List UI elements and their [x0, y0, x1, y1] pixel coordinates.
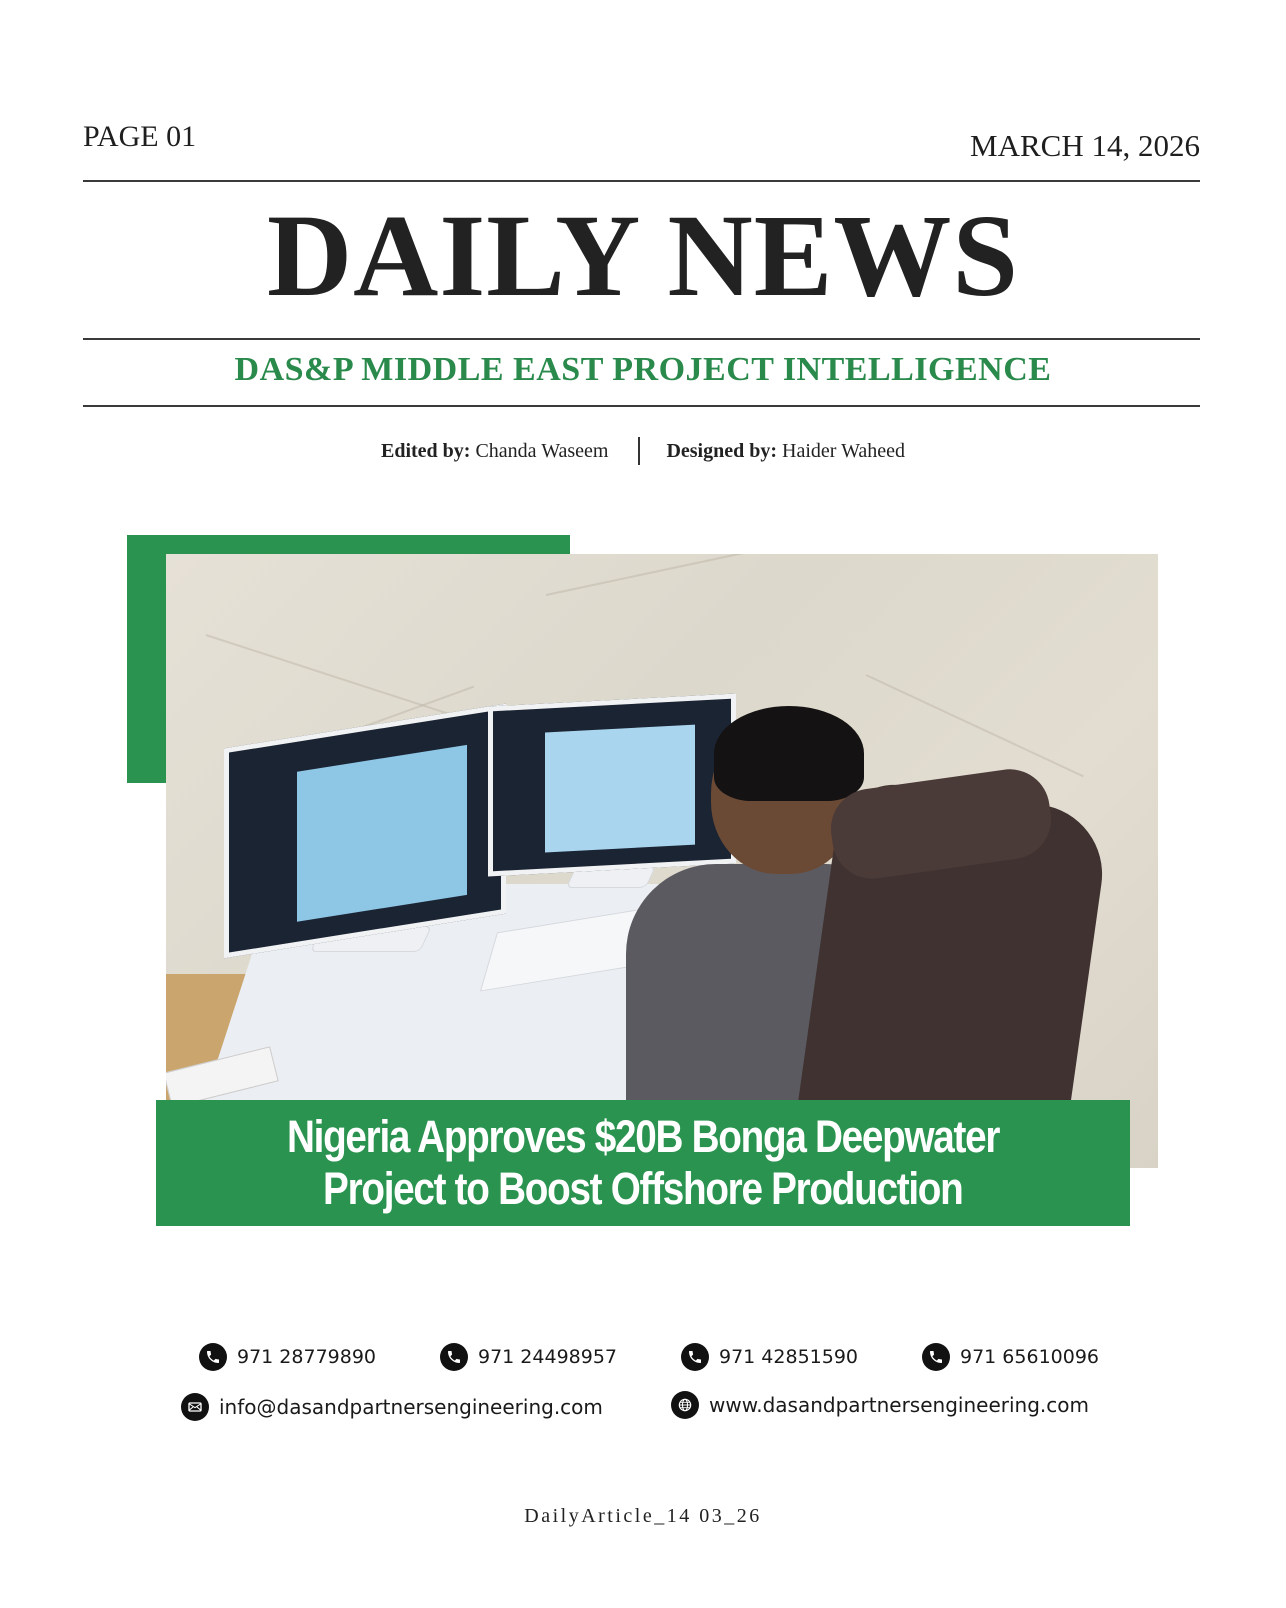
divider-subhead-bottom [83, 405, 1200, 407]
page-number: PAGE 01 [83, 120, 197, 153]
contact-email-link[interactable] [181, 1393, 603, 1421]
contact-phone-4[interactable] [922, 1343, 1099, 1371]
headline-line-1: Nigeria Approves $20B Bonga Deepwater [286, 1111, 1000, 1162]
person-hair [714, 706, 864, 801]
phone-icon [440, 1343, 468, 1371]
masthead-title: DAILY NEWS [266, 190, 1020, 321]
article-code: DailyArticle_14 03_26 [524, 1505, 762, 1527]
phone-icon [681, 1343, 709, 1371]
monitor-right [488, 694, 736, 877]
issue-date: MARCH 14, 2026 [970, 128, 1200, 163]
publication-subheading: DAS&P MIDDLE EAST PROJECT INTELLIGENCE [234, 351, 1052, 388]
phone-icon [199, 1343, 227, 1371]
hero-photo [166, 554, 1158, 1168]
globe-icon [671, 1391, 699, 1419]
editor-name: Chanda Waseem [475, 439, 609, 462]
credits-line [0, 437, 1286, 465]
phone-number: 971 24498957 [478, 1346, 618, 1368]
contact-phone-2[interactable] [440, 1343, 617, 1371]
email-address: info@dasandpartnersengineering.com [219, 1395, 603, 1419]
designed-by-label: Designed by: [666, 439, 778, 462]
mail-icon [181, 1393, 209, 1421]
monitor-left [224, 704, 506, 959]
credits-separator [638, 437, 640, 465]
contact-website-link[interactable] [671, 1391, 1089, 1419]
divider-top [83, 180, 1200, 182]
edited-by-label: Edited by: [381, 439, 471, 462]
phone-number: 971 28779890 [237, 1346, 377, 1368]
designer-name: Haider Waheed [782, 439, 905, 462]
contact-phone-3[interactable] [681, 1343, 858, 1371]
phone-number: 971 42851590 [719, 1346, 859, 1368]
divider-subhead-top [83, 338, 1200, 340]
contact-phone-1[interactable] [199, 1343, 376, 1371]
phone-icon [922, 1343, 950, 1371]
headline-line-2: Project to Boost Offshore Production [323, 1163, 963, 1214]
headline-banner [156, 1100, 1130, 1226]
website-url: www.dasandpartnersengineering.com [709, 1393, 1089, 1417]
phone-number: 971 65610096 [960, 1346, 1100, 1368]
